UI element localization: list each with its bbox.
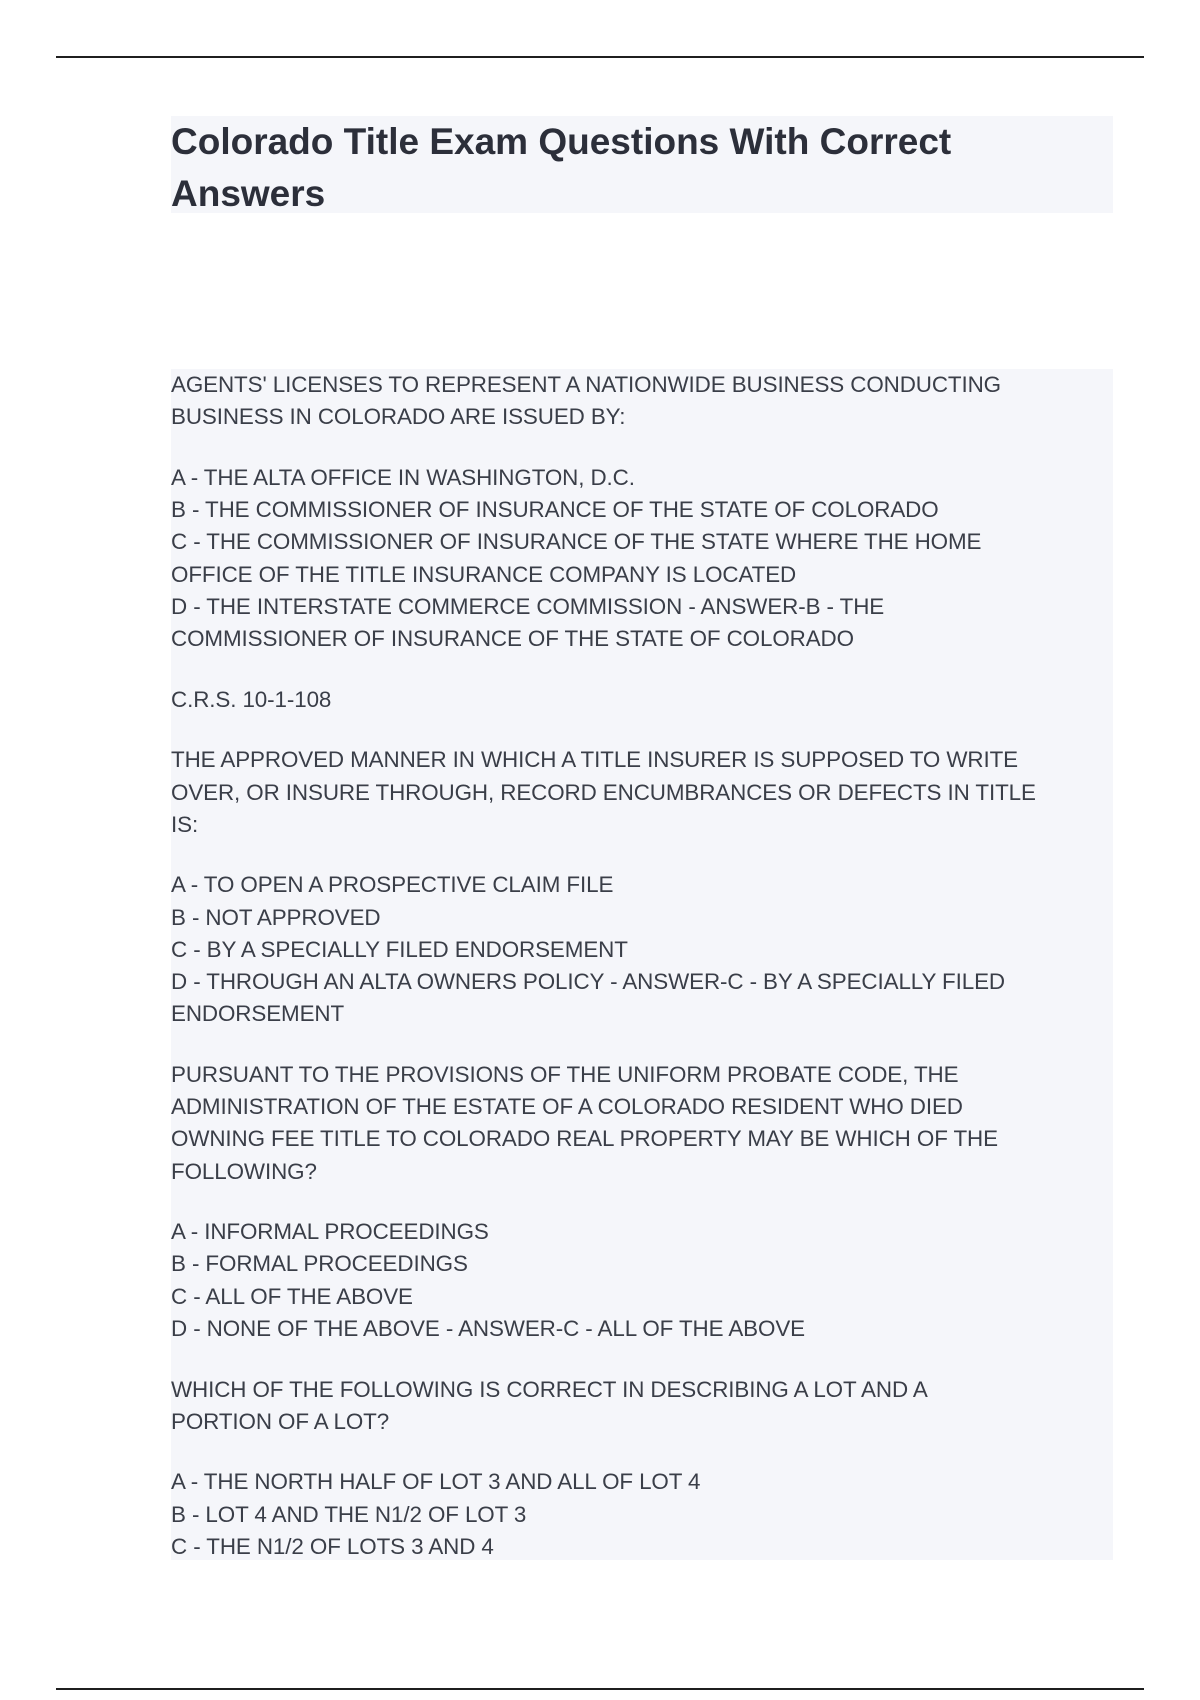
question-2-options: A - TO OPEN A PROSPECTIVE CLAIM FILE B - NOT APPROVED C - BY A SPECIALLY FILED ENDORSEMENT D - THROUGH AN ALTA OWNERS POLICY - ANSWER-C - BY A SPECIALLY FILED ENDORSEMENT bbox=[171, 872, 1005, 1027]
spacer bbox=[171, 841, 1113, 870]
question-1-options: A - THE ALTA OFFICE IN WASHINGTON, D.C. B - THE COMMISSIONER OF INSURANCE OF THE STATE OF COLORADO C - THE COMMISSIONER OF INSURANCE OF THE STATE WHERE THE HOME OFFICE OF THE TITLE INSURANCE COMPANY IS LOCATED D - THE INTERSTATE COMMERCE COMMISSION - ANSWER-B - THE COMMISSIONER OF INSURANCE OF THE STATE OF COLORADO bbox=[171, 464, 982, 651]
questions-block bbox=[171, 369, 1113, 1560]
spacer bbox=[171, 1188, 1113, 1217]
spacer bbox=[171, 433, 1113, 462]
spacer bbox=[171, 1345, 1113, 1374]
title-block bbox=[171, 116, 1113, 213]
question-1-reference: C.R.S. 10-1-108 bbox=[171, 686, 332, 712]
spacer bbox=[171, 1438, 1113, 1467]
question-4-options: A - THE NORTH HALF OF LOT 3 AND ALL OF LOT 4 B - LOT 4 AND THE N1/2 OF LOT 3 C - THE N1/2 OF LOTS 3 AND 4 bbox=[171, 1469, 701, 1559]
page-title: Colorado Title Exam Questions With Correct Answers bbox=[171, 121, 952, 214]
question-2-text: THE APPROVED MANNER IN WHICH A TITLE INSURER IS SUPPOSED TO WRITE OVER, OR INSURE THROUGH, RECORD ENCUMBRANCES OR DEFECTS IN TITLE IS: bbox=[171, 747, 1036, 837]
question-3-text: PURSUANT TO THE PROVISIONS OF THE UNIFORM PROBATE CODE, THE ADMINISTRATION OF THE ESTATE OF A COLORADO RESIDENT WHO DIED OWNING FEE TITLE TO COLORADO REAL PROPERTY MAY BE WHICH OF THE FOLLOWING? bbox=[171, 1061, 998, 1184]
spacer bbox=[171, 1030, 1113, 1059]
top-rule bbox=[56, 56, 1144, 58]
question-1-text: AGENTS' LICENSES TO REPRESENT A NATIONWIDE BUSINESS CONDUCTING BUSINESS IN COLORADO ARE ISSUED BY: bbox=[171, 372, 1002, 430]
spacer bbox=[171, 716, 1113, 745]
spacer bbox=[171, 655, 1113, 684]
question-3-options: A - INFORMAL PROCEEDINGS B - FORMAL PROCEEDINGS C - ALL OF THE ABOVE D - NONE OF THE ABOVE - ANSWER-C - ALL OF THE ABOVE bbox=[171, 1219, 805, 1341]
bottom-rule bbox=[56, 1688, 1144, 1690]
question-4-text: WHICH OF THE FOLLOWING IS CORRECT IN DESCRIBING A LOT AND A PORTION OF A LOT? bbox=[171, 1376, 928, 1434]
